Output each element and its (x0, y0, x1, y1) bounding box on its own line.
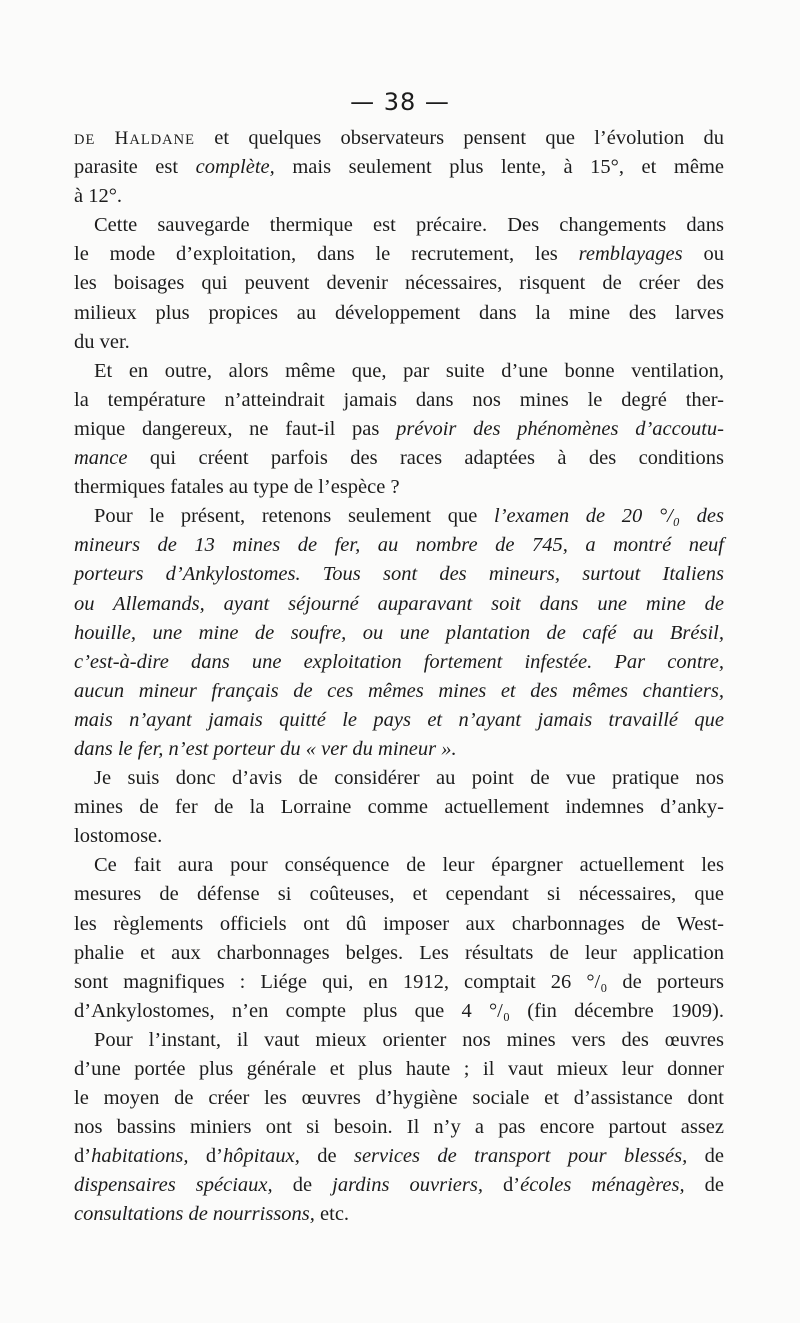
text-line: DE HALDANE et quelques observateurs pensent que l’évolution du (74, 127, 724, 149)
text-line: aucun mineur français de ces mêmes mines et des mêmes chantiers, (74, 679, 724, 702)
text-line: lostomose. (74, 825, 163, 848)
text-line: mines de fer de la Lorraine comme actuellement indemnes d’anky- (74, 796, 724, 819)
text-line: d’une portée plus générale et plus haute ; il vaut mieux leur donner (74, 1058, 724, 1080)
text-line: mance qui créent parfois des races adaptées à des conditions (74, 447, 724, 470)
text-line: d’habitations, d’hôpitaux, de services de transport pour blessés, de (74, 1145, 724, 1168)
text-line: la température n’atteindrait jamais dans nos mines le degré ther- (74, 388, 724, 411)
text-line: houille, une mine de soufre, ou une plantation de café au Brésil, (74, 621, 724, 644)
text-line: porteurs d’Ankylostomes. Tous sont des mineurs, surtout Italiens (74, 563, 724, 586)
body-text (74, 124, 724, 1230)
text-line: mais n’ayant jamais quitté le pays et n’ayant jamais travaillé que (74, 708, 724, 731)
text-line: le mode d’exploitation, dans le recrutement, les remblayages ou (74, 243, 724, 266)
text-line: sont magnifiques : Liége qui, en 1912, comptait 26 °/₀ de porteurs (74, 970, 724, 993)
text-line: mesures de défense si coûteuses, et cependant si nécessaires, que (74, 883, 724, 906)
text-line: consultations de nourrissons, etc. (74, 1203, 350, 1226)
text-line: Pour le présent, retenons seulement que l’examen de 20 °/₀ des (94, 505, 724, 528)
text-line: le moyen de créer les œuvres d’hygiène sociale et d’assistance dont (74, 1087, 724, 1110)
text-line: à 12°. (74, 185, 123, 208)
text-line: les règlements officiels ont dû imposer aux charbonnages de West- (74, 912, 724, 935)
text-line: parasite est complète, mais seulement plus lente, à 15°, et même (74, 156, 724, 179)
text-line: dans le fer, n’est porteur du « ver du mineur ». (74, 737, 457, 760)
text-line: mineurs de 13 mines de fer, au nombre de 745, a montré neuf (74, 534, 724, 557)
text-line: Ce fait aura pour conséquence de leur épargner actuellement les (94, 854, 724, 877)
text-line: mique dangereux, ne faut-il pas prévoir des phénomènes d’accoutu- (74, 417, 724, 440)
text-line: Et en outre, alors même que, par suite d’une bonne ventilation, (94, 359, 724, 382)
text-line: d’Ankylostomes, n’en compte plus que 4 °/₀ (fin décembre 1909). (74, 999, 724, 1022)
text-line: les boisages qui peuvent devenir nécessaires, risquent de créer des (74, 272, 724, 295)
text-line: nos bassins miniers ont si besoin. Il n’y a pas encore partout assez (74, 1116, 724, 1139)
text-line: Cette sauvegarde thermique est précaire. Des changements dans (94, 214, 724, 237)
text-line: ou Allemands, ayant séjourné auparavant soit dans une mine de (74, 592, 724, 615)
text-line: du ver. (74, 330, 130, 353)
text-line: phalie et aux charbonnages belges. Les résultats de leur application (74, 941, 724, 964)
text-line: c’est-à-dire dans une exploitation fortement infestée. Par contre, (74, 650, 724, 673)
text-line: Pour l’instant, il vaut mieux orienter nos mines vers des œuvres (94, 1028, 724, 1051)
text-line: milieux plus propices au développement dans la mine des larves (74, 301, 724, 324)
page-number: — 38 — (350, 88, 450, 116)
text-line: thermiques fatales au type de l’espèce ? (74, 476, 400, 499)
text-line: dispensaires spéciaux, de jardins ouvriers, d’écoles ménagères, de (74, 1174, 724, 1197)
text-line: Je suis donc d’avis de considérer au point de vue pratique nos (94, 767, 724, 790)
